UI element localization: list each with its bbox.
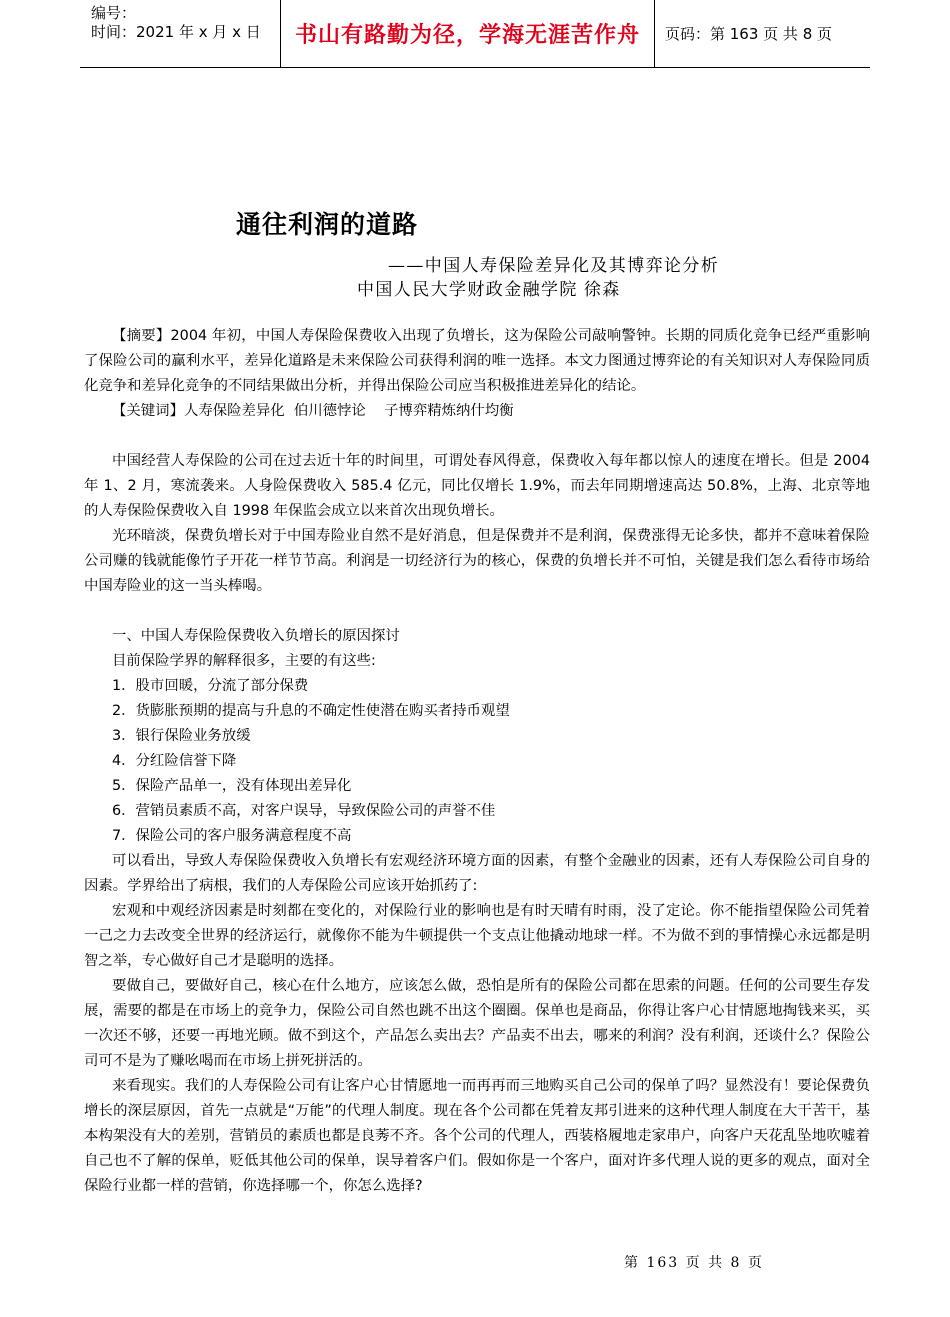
list-item: 4．分红险信誉下降 xyxy=(112,753,237,769)
body-paragraph: 要做自己，要做好自己，核心在什么地方，应该怎么做，恐怕是所有的保险公司都在思索的问题。任何的公司要生存发展，需要的都是在市场上的竞争力，保险公司自然也跳不出这个圈圈。保单也是商品，你得让客户心甘情愿地掏钱来买，买一次还不够，还要一再地光顾。做不到这个，产品怎么卖出去？产品卖不出去，哪来的利润？没有利润，还谈什么？保险公司可不是为了赚吆喝而在市场上拼死拼活的。 xyxy=(84,978,870,1069)
header-meta xyxy=(80,0,281,67)
body-paragraph: 来看现实。我们的人寿保险公司有让客户心甘情愿地一而再再而三地购买自己公司的保单了吗？显然没有！要论保费负增长的深层原因，首先一点就是“万能”的代理人制度。现在各个公司都在凭着友邦引进来的这种代理人制度在大干苦干，基本构架没有大的差别，营销员的素质也都是良莠不齐。各个公司的代理人，西装格履地走家串户，向客户天花乱坠地吹嘘着自己也不了解的保单，贬低其他公司的保单，误导着客户们。假如你是一个客户，面对许多代理人说的更多的观点，面对全保险行业都一样的营销，你选择哪一个，你怎么选择? xyxy=(84,1078,870,1194)
header-page-info: 页码：第 163 页 共 8 页 xyxy=(665,25,833,43)
article-title: 通往利润的道路 xyxy=(236,210,419,239)
list-item: 5．保险产品单一，没有体现出差异化 xyxy=(112,778,352,794)
header-motto: 书山有路勤为径，学海无涯苦作舟 xyxy=(281,0,655,67)
page-header xyxy=(80,0,870,68)
document-time: 时间：2021 年 x 月 x 日 xyxy=(91,23,261,41)
list-item: 2．货膨胀预期的提高与升息的不确定性使潜在购买者持币观望 xyxy=(112,703,510,719)
keywords: 【关键词】人寿保险差异化 伯川德悖论 子博弈精炼纳什均衡 xyxy=(112,403,514,419)
author-name: 徐森 xyxy=(583,280,621,300)
intro-paragraph-2: 光环暗淡，保费负增长对于中国寿险业自然不是好消息，但是保费并不是利润，保费涨得无论多快，都并不意味着保险公司赚的钱就能像竹子开花一样节节高。利润是一切经济行为的核心，保费的负增长并不可怕，关键是我们怎么看待市场给中国寿险业的这一当头棒喝。 xyxy=(84,528,870,594)
author-line xyxy=(357,275,627,300)
document-number-label: 编号： xyxy=(91,4,137,22)
abstract: 【摘要】2004 年初，中国人寿保险保费收入出现了负增长，这为保险公司敲响警钟。长期的同质化竞争已经严重影响了保险公司的赢利水平，差异化道路是未来保险公司获得利润的唯一选择。本文力图通过博弈论的有关知识对人寿保险同质化竞争和差异化竞争的不同结果做出分析，并得出保险公司应当积极推进差异化的结论。 xyxy=(84,328,870,394)
section-heading: 一、中国人寿保险保费收入负增长的原因探讨 xyxy=(112,628,400,644)
list-item: 7．保险公司的客户服务满意程度不高 xyxy=(112,828,352,844)
body-paragraph: 可以看出，导致人寿保险保费收入负增长有宏观经济环境方面的因素，有整个金融业的因素，还有人寿保险公司自身的因素。学界给出了病根，我们的人寿保险公司应该开始抓药了: xyxy=(84,853,870,894)
list-item: 6．营销员素质不高，对客户误导，导致保险公司的声誉不佳 xyxy=(112,803,496,819)
list-item: 1．股市回暖，分流了部分保费 xyxy=(112,678,309,694)
author-affiliation: 中国人民大学财政金融学院 xyxy=(357,280,578,300)
body-paragraph: 宏观和中观经济因素是时刻都在变化的，对保险行业的影响也是有时天晴有时雨，没了定论。你不能指望保险公司凭着一己之力去改变全世界的经济运行，就像你不能为牛顿提供一个支点让他撬动地球一样。不为做不到的事情操心永远都是明智之举，专心做好自己才是聪明的选择。 xyxy=(84,903,870,969)
section-lead: 目前保险学界的解释很多，主要的有这些: xyxy=(112,653,376,669)
article-subtitle: ——中国人寿保险差异化及其博弈论分析 xyxy=(388,256,720,276)
intro-paragraph-1: 中国经营人寿保险的公司在过去近十年的时间里，可谓处春风得意，保费收入每年都以惊人的速度在增长。但是 2004 年 1、2 月，寒流袭来。人身险保费收入 585.4 亿元，同比仅增长 1.9%，而去年同期增速高达 50.8%，上海、北京等地的人寿保险保费收入自 1998 年保监会成立以来首次出现负增长。 xyxy=(84,453,870,519)
list-item: 3．银行保险业务放缓 xyxy=(112,728,251,744)
page-footer: 第 163 页 共 8 页 xyxy=(624,1255,764,1271)
